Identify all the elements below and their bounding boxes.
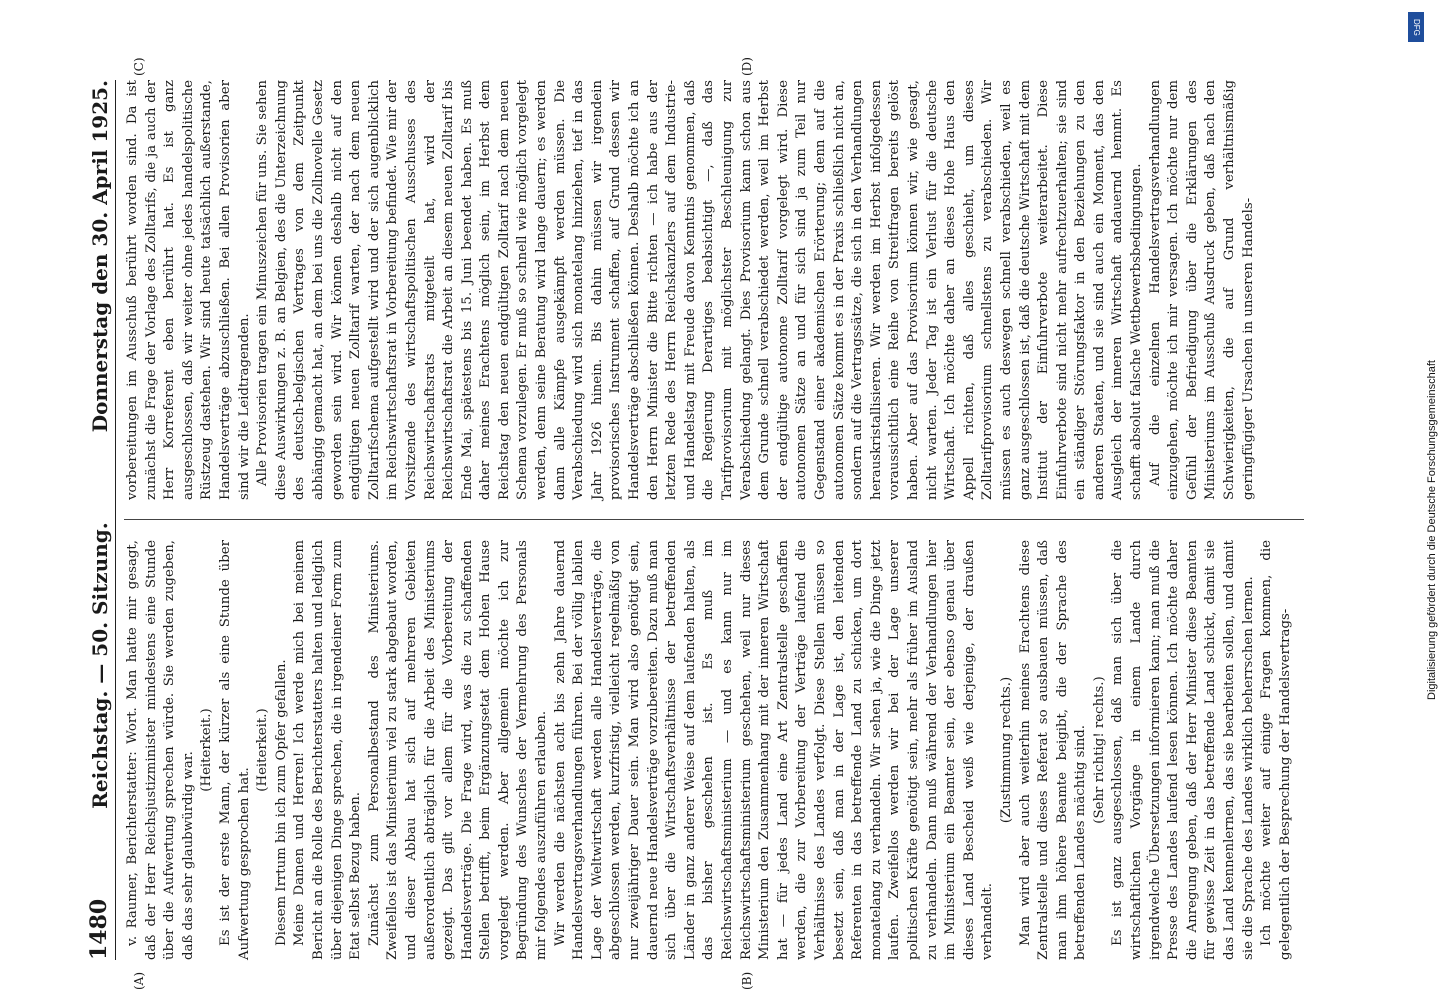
paragraph: Man wird aber auch weiterhin meines Erachtens diese Zentralstelle und dieses Referat so ausbauen müssen, daß man ihm höhere Beamte beigibt, die der Sprache des betreffenden Landes mächtig sind. xyxy=(1017,540,1089,960)
column-divider xyxy=(124,519,1304,520)
paragraph: Ich möchte weiter auf einige Fragen kommen, die gelegentlich der Besprechung der Handelsvertrags- xyxy=(1259,540,1293,960)
paragraph: Es ist der erste Mann, der kürzer als eine Stunde über Aufwertung gesprochen hat. xyxy=(217,540,252,960)
left-text-column xyxy=(124,540,1304,960)
header-title: Reichstag. — 50. Sitzung. xyxy=(88,522,112,809)
credit-text: Digitalisierung gefördert durch die Deutsche Forschungsgemeinschaft xyxy=(1426,360,1438,700)
running-header xyxy=(80,80,116,960)
page-number: 1480 xyxy=(86,898,112,960)
paragraph: vorbereitungen im Ausschuß berührt worden sind. Da ist zunächst die Frage der Vorlage des Zolltarifs, die ja auch der Herr Korreferent eben berührt hat. Es ist ganz ausgeschlossen, daß wir weiter ohne jedes handelspolitische Rüstzeug dastehen. Wir sind heute tatsächlich außerstande, Handelsverträge abzuschließen. Bei allen Provisorien aber sind wir die Leidtragenden. xyxy=(125,80,252,500)
margin-marker-d: (D) xyxy=(740,57,754,76)
interjection: (Sehr richtig! rechts.) xyxy=(1091,676,1107,824)
interjection: (Heiterkeit.) xyxy=(255,708,271,792)
interjection: (Zustimmung rechts.) xyxy=(998,676,1014,824)
digitization-credit xyxy=(1406,10,1438,990)
paragraph: Meine Damen und Herren! Ich werde mich bei meinem Bericht an die Rolle des Berichterstatters halten und lediglich über diejenigen Dinge sprechen, die in irgendeiner Form zum Etat selbst Bezug haben. xyxy=(292,540,364,960)
margin-marker-c: (C) xyxy=(132,57,146,76)
paragraph: Zunächst zum Personalbestand des Ministeriums. Zweifellos ist das Ministerium viel zu stark abgebaut worden, und dieser Abbau hat sich auf mehreren Gebieten außerordentlich abträglich für die Arbeit des Ministeriums gezeigt. Das gilt vor allem für die Vorbereitung der Handelsverträge. Die Frage wird, was die zu schaffenden Stellen betrifft, beim Ergänzungsetat dem Hohen Hause vorgelegt werden. Aber allgemein möchte ich zur Begründung des Wunsches der Vermehrung des Personals mir folgendes auszuführen erlauben. xyxy=(366,540,550,960)
paragraph: Auf die einzelnen Handelsvertragsverhandlungen einzugehen, möchte ich mir versagen. Ich möchte nur dem Gefühl der Befriedigung über die Erklärungen des Ministeriums im Ausschuß Ausdruck geben, daß nach den Schwierigkeiten, die auf Grund verhältnismäßig geringfügiger Ursachen in unseren Handels- xyxy=(1147,80,1256,500)
header-date: Donnerstag den 30. April 1925. xyxy=(88,80,112,433)
interjection: (Heiterkeit.) xyxy=(199,708,215,792)
paragraph: Diesem Irrtum bin ich zum Opfer gefallen. xyxy=(273,659,289,946)
dfg-logo: DFG xyxy=(1408,12,1424,42)
paragraph: Es ist ganz ausgeschlossen, daß man sich über die wirtschaftlichen Vorgänge in einem Lande durch irgendwelche Übersetzungen informieren kann; man muß die Presse des Landes laufend lesen können. Ich möchte daher die Anregung geben, daß der Herr Minister diese Beamten für gewisse Zeit in das betreffende Land schickt, damit sie das Land kennenlernen, das sie bearbeiten sollen, und damit sie die Sprache des Landes wirklich beherrschen lernen. xyxy=(1110,540,1256,960)
paragraph: Alle Provisorien tragen ein Minuszeichen für uns. Sie sehen diese Auswirkungen z. B. an Belgien, des die Unterzeichnung des deutsch-belgischen Vertrages von dem Zeitpunkt abhängig gemacht hat, an dem bei uns die Zollnovelle Gesetz geworden sein wird. Wir können deshalb nicht auf den endgültigen neuen Zolltarif warten, der nach dem neuen Zolltarifschema aufgestellt wird und der sich augenblicklich im Reichswirtschaftsrat in Vorbereitung befindet. Wie mir der Vorsitzende des wirtschaftspolitischen Ausschusses des Reichswirtschaftsrats mitgeteilt hat, wird der Reichswirtschaftsrat die Arbeit an diesem neuen Zolltarif bis Ende Mai, spätestens bis 15. Juni beendet haben. Es muß daher meines Erachtens möglich sein, im Herbst dem Reichstag den neuen endgültigen Zolltarif nach dem neuen Schema vorzulegen. Er muß so schnell wie möglich vorgelegt werden, denn seine Beratung wird lange dauern; es werden dann alle Kämpfe ausgekämpft werden müssen. Die Verabschiedung wird sich monatelang hinziehen, tief in das Jahr 1926 hinein. Bis dahin müssen wir irgendein provisorisches Instrument schaffen, auf Grund dessen wir Handelsverträge abschließen können. Deshalb möchte ich an den Herrn Minister die Bitte richten — ich habe aus der letzten Rede des Herrn Reichskanzlers auf dem Industrie- und Handelstag mit Freude davon Kenntnis genommen, daß die Regierung Derartiges beabsichtigt —, daß das Tarifprovisorium mit möglichster Beschleunigung zur Verabschiedung gelangt. Dies Provisorium kann schon aus dem Grunde schnell verabschiedet werden, weil im Herbst der endgültige autonome Zolltarif vorgelegt wird. Diese autonomen Sätze an und für sich sind ja zum Teil nur Gegenstand einer akademischen Erörterung; denn auf die autonomen Sätze kommt es in der Praxis schließlich nicht an, sondern auf die Vertragssätze, die sich in den Verhandlungen herauskristallisieren. Wir werden im Herbst infolgedessen voraussichtlich eine Reihe von Streitfragen bereits gelöst haben. Aber auf das Provisorium können wir, wie gesagt, nicht warten. Jeder Tag ist ein Verlust für die deutsche Wirtschaft. Ich möchte daher an dieses Hohe Haus den Appell richten, daß alles geschieht, um dieses Zolltarifprovisorium schnellstens zu verabschieden. Wir müssen es auch deswegen schnell verabschieden, weil es ganz ausgeschlossen ist, daß die deutsche Wirtschaft mit dem Institut der Einfuhrverbote weiterarbeitet. Diese Einfuhrverbote sind nicht mehr aufrechtzuerhalten; sie sind ein ständiger Störungsfaktor in den Beziehungen zu den anderen Staaten, und sie sind auch ein Moment, das den Ausgleich der inneren Wirtschaft andauernd hemmt. Es schafft absolut falsche Wettbewerbsbedingungen. xyxy=(255,80,1145,500)
margin-marker-b: (B) xyxy=(740,971,754,990)
rotated-page xyxy=(80,57,1420,990)
right-text-column xyxy=(124,80,1304,500)
paragraph: v. Raumer, Berichterstatter: Wort. Man hatte mir gesagt, daß der Herr Reichsjustizminister mindestens eine Stunde über die Aufwertung sprechen würde. Sie werden zugeben, daß das sehr glaubwürdig war. xyxy=(125,540,196,960)
margin-marker-a: (A) xyxy=(132,971,146,990)
paragraph: Wir werden die nächsten acht bis zehn Jahre dauernd Handelsvertragsverhandlungen führen. Bei der völlig labilen Lage der Weltwirtschaft werden alle Handelsverträge, die abgeschlossen werden, kurzfristig, vielleicht regelmäßig von nur zweijähriger Dauer sein. Man wird also genötigt sein, dauernd neue Handelsverträge vorzubereiten. Dazu muß man sich über die Wirtschaftsverhältnisse der betreffenden Länder in ganz anderer Weise auf dem laufenden halten, als das bisher geschehen ist. Es muß im Reichswirtschaftsministerium — und es kann nur im Reichswirtschaftsministerium geschehen, weil nur dieses Ministerium den Zusammenhang mit der inneren Wirtschaft hat — für jedes Land eine Art Zentralstelle geschaffen werden, die zur Vorbereitung der Verträge laufend die Verhältnisse des Landes verfolgt. Diese Stellen müssen so besetzt sein, daß man in der Lage ist, den leitenden Referenten in das betreffende Land zu schicken, um dort monatelang zu verhandeln. Wir sehen ja, wie die Dinge jetzt laufen. Zweifellos werden wir bei der Lage unserer politischen Kräfte genötigt sein, mehr als früher im Ausland zu verhandeln. Dann muß während der Verhandlungen hier im Ministerium ein Beamter sein, der ebenso genau über dieses Land Bescheid weiß wie derjenige, der draußen verhandelt. xyxy=(552,540,996,960)
